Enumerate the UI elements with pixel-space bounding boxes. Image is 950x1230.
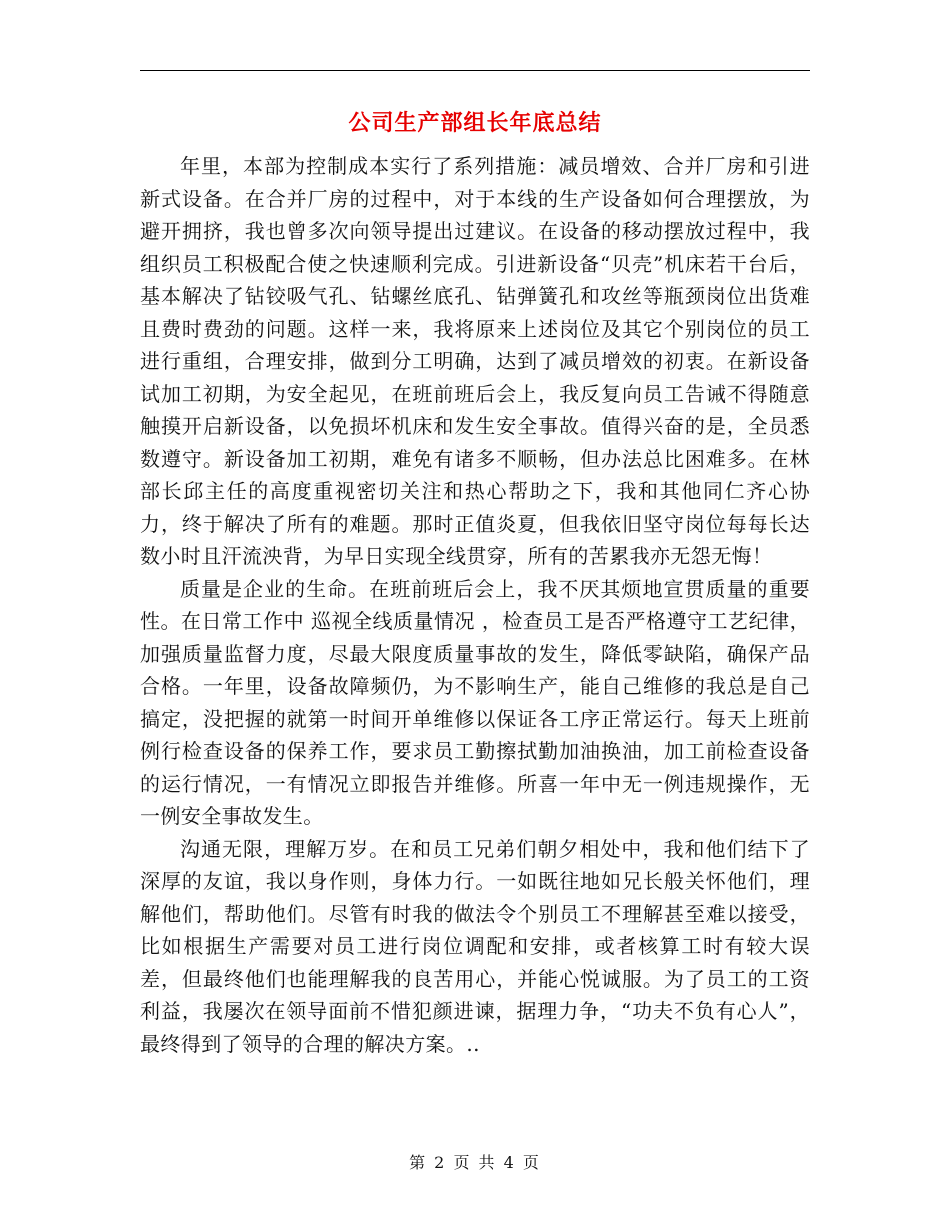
- document-body: [140, 150, 810, 1060]
- page-number: 第 2 页 共 4 页: [409, 1153, 541, 1172]
- paragraph-1: 年里，本部为控制成本实行了系列措施：减员增效、合并厂房和引进新式设备。在合并厂房的过程中，对于本线的生产设备如何合理摆放，为避开拥挤，我也曾多次向领导提出过建议。在设备的移动摆放过程中，我组织员工积极配合使之快速顺利完成。引进新设备“贝壳”机床若干台后，基本解决了钻铰吸气孔、钻螺丝底孔、钻弹簧孔和攻丝等瓶颈岗位出货难且费时费劲的问题。这样一来，我将原来上述岗位及其它个别岗位的员工进行重组，合理安排，做到分工明确，达到了减员增效的初衷。在新设备试加工初期，为安全起见，在班前班后会上，我反复向员工告诫不得随意触摸开启新设备，以免损坏机床和发生安全事故。值得兴奋的是，全员悉数遵守。新设备加工初期，难免有诸多不顺畅，但办法总比困难多。在林部长邱主任的高度重视密切关注和热心帮助之下，我和其他同仁齐心协力，终于解决了所有的难题。那时正值炎夏，但我依旧坚守岗位每每长达数小时且汗流泱背，为早日实现全线贯穿，所有的苦累我亦无怨无悔！: [140, 154, 810, 568]
- paragraph-2: 质量是企业的生命。在班前班后会上，我不厌其烦地宣贯质量的重要性。在日常工作中 巡视全线质量情况 ，检查员工是否严格遵守工艺纪律，加强质量监督力度，尽最大限度质量事故的发生，降低零缺陷，确保产品合格。一年里，设备故障频仍，为不影响生产，能自己维修的我总是自己搞定，没把握的就第一时间开单维修以保证各工序正常运行。每天上班前例行检查设备的保养工作，要求员工勤擦拭勤加油换油，加工前检查设备的运行情况，一有情况立即报告并维修。所喜一年中无一例违规操作，无一例安全事故发生。: [140, 576, 810, 828]
- header-rule: [140, 70, 810, 71]
- document-title: 公司生产部组长年底总结: [348, 111, 602, 136]
- paragraph-3: 沟通无限，理解万岁。在和员工兄弟们朝夕相处中，我和他们结下了深厚的友谊，我以身作则，身体力行。一如既往地如兄长般关怀他们，理解他们，帮助他们。尽管有时我的做法令个别员工不理解甚至难以接受，比如根据生产需要对员工进行岗位调配和安排，或者核算工时有较大误差，但最终他们也能理解我的良苦用心，并能心悦诚服。为了员工的工资利益，我屡次在领导面前不惜犯颜进谏，据理力争，“功夫不负有心人”，最终得到了领导的合理的解决方案。..: [140, 836, 810, 1056]
